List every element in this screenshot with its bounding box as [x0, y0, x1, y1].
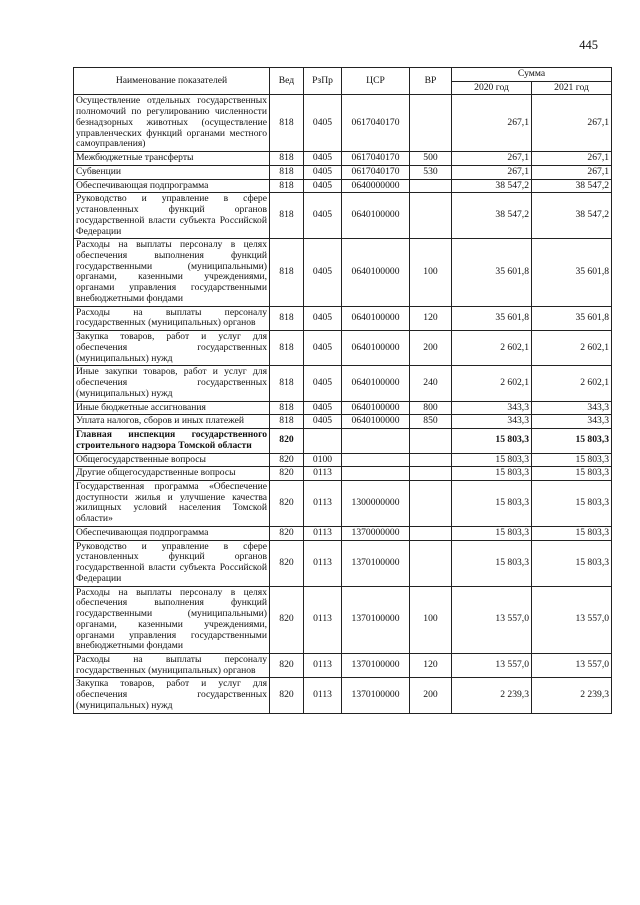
- table-body: [74, 95, 612, 713]
- cell-y2021: 267,1: [532, 165, 612, 179]
- cell-ved: 820: [270, 467, 304, 481]
- cell-y2020: 38 547,2: [452, 193, 532, 239]
- cell-y2020: 13 557,0: [452, 653, 532, 677]
- table-row: [74, 467, 612, 481]
- cell-rzpr: 0405: [304, 193, 342, 239]
- cell-y2020: 267,1: [452, 165, 532, 179]
- cell-csr: 1300000000: [342, 480, 410, 526]
- cell-vr: 200: [410, 678, 452, 713]
- cell-vr: 240: [410, 366, 452, 401]
- cell-name: Расходы на выплаты персоналу государственных (муниципальных) органов: [74, 653, 270, 677]
- cell-vr: 800: [410, 401, 452, 415]
- cell-ved: 818: [270, 401, 304, 415]
- cell-ved: 818: [270, 306, 304, 330]
- table-row: [74, 540, 612, 586]
- cell-y2020: 13 557,0: [452, 586, 532, 653]
- cell-y2021: 15 803,3: [532, 526, 612, 540]
- cell-csr: 0617040170: [342, 95, 410, 152]
- cell-ved: 818: [270, 95, 304, 152]
- cell-ved: 818: [270, 415, 304, 429]
- cell-csr: 0640100000: [342, 193, 410, 239]
- cell-y2021: 343,3: [532, 401, 612, 415]
- table-row: [74, 366, 612, 401]
- cell-vr: [410, 540, 452, 586]
- cell-ved: 820: [270, 678, 304, 713]
- cell-name: Руководство и управление в сфере установленных функций органов государственной власти субъекта Российской Федерации: [74, 193, 270, 239]
- header-2021: 2021 год: [532, 81, 612, 95]
- cell-csr: 0640100000: [342, 331, 410, 366]
- table-row: [74, 152, 612, 166]
- cell-ved: 820: [270, 540, 304, 586]
- header-vr: ВР: [410, 68, 452, 95]
- cell-csr: 0617040170: [342, 165, 410, 179]
- cell-vr: 530: [410, 165, 452, 179]
- cell-csr: 1370100000: [342, 540, 410, 586]
- cell-vr: [410, 526, 452, 540]
- cell-ved: 818: [270, 239, 304, 306]
- cell-vr: [410, 453, 452, 467]
- cell-rzpr: 0113: [304, 678, 342, 713]
- cell-vr: 100: [410, 239, 452, 306]
- cell-csr: 1370100000: [342, 678, 410, 713]
- cell-name: Иные бюджетные ассигнования: [74, 401, 270, 415]
- cell-y2021: 13 557,0: [532, 586, 612, 653]
- cell-name: Главная инспекция государственного строительного надзора Томской области: [74, 429, 270, 453]
- table-row: [74, 165, 612, 179]
- cell-rzpr: 0113: [304, 653, 342, 677]
- cell-ved: 818: [270, 331, 304, 366]
- cell-csr: 0640100000: [342, 401, 410, 415]
- cell-y2021: 2 602,1: [532, 331, 612, 366]
- cell-rzpr: 0405: [304, 366, 342, 401]
- table-header: [74, 68, 612, 95]
- table-row: [74, 331, 612, 366]
- cell-y2021: 35 601,8: [532, 306, 612, 330]
- cell-rzpr: 0113: [304, 480, 342, 526]
- cell-rzpr: 0405: [304, 165, 342, 179]
- cell-y2020: 35 601,8: [452, 239, 532, 306]
- table-row: [74, 239, 612, 306]
- cell-ved: 818: [270, 366, 304, 401]
- cell-y2020: 343,3: [452, 415, 532, 429]
- table-row: [74, 453, 612, 467]
- cell-y2020: 15 803,3: [452, 540, 532, 586]
- table-row: [74, 429, 612, 453]
- table-row: [74, 179, 612, 193]
- cell-y2021: 15 803,3: [532, 480, 612, 526]
- table-row: [74, 306, 612, 330]
- cell-vr: 120: [410, 653, 452, 677]
- cell-y2021: 38 547,2: [532, 179, 612, 193]
- cell-y2020: 267,1: [452, 152, 532, 166]
- cell-ved: 818: [270, 152, 304, 166]
- cell-csr: [342, 453, 410, 467]
- cell-rzpr: [304, 429, 342, 453]
- cell-y2021: 15 803,3: [532, 467, 612, 481]
- cell-y2020: 15 803,3: [452, 467, 532, 481]
- cell-y2020: 15 803,3: [452, 526, 532, 540]
- header-csr: ЦСР: [342, 68, 410, 95]
- header-name: Наименование показателей: [74, 68, 270, 95]
- cell-y2020: 343,3: [452, 401, 532, 415]
- cell-vr: 100: [410, 586, 452, 653]
- table-row: [74, 401, 612, 415]
- cell-name: Руководство и управление в сфере установленных функций органов государственной власти субъекта Российской Федерации: [74, 540, 270, 586]
- cell-rzpr: 0405: [304, 306, 342, 330]
- cell-rzpr: 0113: [304, 586, 342, 653]
- table-row: [74, 678, 612, 713]
- cell-vr: 200: [410, 331, 452, 366]
- cell-name: Закупка товаров, работ и услуг для обеспечения государственных (муниципальных) нужд: [74, 678, 270, 713]
- cell-rzpr: 0405: [304, 239, 342, 306]
- cell-name: Расходы на выплаты персоналу государственных (муниципальных) органов: [74, 306, 270, 330]
- cell-y2020: 38 547,2: [452, 179, 532, 193]
- cell-ved: 818: [270, 165, 304, 179]
- cell-rzpr: 0405: [304, 401, 342, 415]
- cell-name: Государственная программа «Обеспечение доступности жилья и улучшение качества жилищных условий населения Томской области»: [74, 480, 270, 526]
- cell-csr: [342, 429, 410, 453]
- cell-y2020: 35 601,8: [452, 306, 532, 330]
- cell-y2021: 15 803,3: [532, 540, 612, 586]
- cell-y2020: 15 803,3: [452, 453, 532, 467]
- table-row: [74, 193, 612, 239]
- cell-csr: 0640100000: [342, 306, 410, 330]
- cell-vr: [410, 193, 452, 239]
- cell-vr: 850: [410, 415, 452, 429]
- cell-y2021: 35 601,8: [532, 239, 612, 306]
- cell-name: Иные закупки товаров, работ и услуг для обеспечения государственных (муниципальных) нужд: [74, 366, 270, 401]
- header-2020: 2020 год: [452, 81, 532, 95]
- cell-y2021: 13 557,0: [532, 653, 612, 677]
- cell-y2020: 15 803,3: [452, 429, 532, 453]
- cell-y2021: 2 602,1: [532, 366, 612, 401]
- cell-csr: 1370100000: [342, 653, 410, 677]
- budget-table: [73, 67, 612, 714]
- cell-csr: 0640100000: [342, 366, 410, 401]
- cell-name: Осуществление отдельных государственных полномочий по регулированию численности безнадзорных животных (осуществление управленческих функций органами местного самоуправления): [74, 95, 270, 152]
- cell-csr: 0640000000: [342, 179, 410, 193]
- cell-name: Уплата налогов, сборов и иных платежей: [74, 415, 270, 429]
- cell-y2021: 267,1: [532, 95, 612, 152]
- cell-y2020: 2 239,3: [452, 678, 532, 713]
- table-row: [74, 480, 612, 526]
- header-rzpr: РзПр: [304, 68, 342, 95]
- table-row: [74, 526, 612, 540]
- cell-rzpr: 0405: [304, 95, 342, 152]
- cell-y2021: 267,1: [532, 152, 612, 166]
- cell-ved: 820: [270, 653, 304, 677]
- cell-csr: 0617040170: [342, 152, 410, 166]
- cell-name: Субвенции: [74, 165, 270, 179]
- cell-csr: 0640100000: [342, 239, 410, 306]
- cell-y2020: 2 602,1: [452, 331, 532, 366]
- cell-csr: [342, 467, 410, 481]
- cell-ved: 820: [270, 429, 304, 453]
- cell-name: Общегосударственные вопросы: [74, 453, 270, 467]
- cell-rzpr: 0405: [304, 152, 342, 166]
- cell-name: Обеспечивающая подпрограмма: [74, 179, 270, 193]
- table-row: [74, 95, 612, 152]
- cell-rzpr: 0113: [304, 526, 342, 540]
- cell-csr: 1370100000: [342, 586, 410, 653]
- cell-rzpr: 0113: [304, 540, 342, 586]
- table-row: [74, 586, 612, 653]
- cell-name: Межбюджетные трансферты: [74, 152, 270, 166]
- cell-vr: [410, 480, 452, 526]
- cell-rzpr: 0100: [304, 453, 342, 467]
- cell-ved: 820: [270, 480, 304, 526]
- cell-name: Закупка товаров, работ и услуг для обеспечения государственных (муниципальных) нужд: [74, 331, 270, 366]
- cell-vr: [410, 467, 452, 481]
- cell-rzpr: 0113: [304, 467, 342, 481]
- cell-ved: 820: [270, 526, 304, 540]
- header-ved: Вед: [270, 68, 304, 95]
- page-number: 445: [579, 38, 598, 52]
- cell-rzpr: 0405: [304, 179, 342, 193]
- cell-name: Другие общегосударственные вопросы: [74, 467, 270, 481]
- cell-name: Обеспечивающая подпрограмма: [74, 526, 270, 540]
- cell-y2021: 15 803,3: [532, 453, 612, 467]
- cell-name: Расходы на выплаты персоналу в целях обеспечения выполнения функций государственными (муниципальными) органами, казенными учреждениями, органами управления государственными внебюджетными фондами: [74, 586, 270, 653]
- cell-rzpr: 0405: [304, 331, 342, 366]
- cell-y2021: 15 803,3: [532, 429, 612, 453]
- cell-csr: 0640100000: [342, 415, 410, 429]
- cell-ved: 818: [270, 179, 304, 193]
- cell-ved: 818: [270, 193, 304, 239]
- cell-name: Расходы на выплаты персоналу в целях обеспечения выполнения функций государственными (муниципальными) органами, казенными учреждениями, органами управления государственными внебюджетными фондами: [74, 239, 270, 306]
- table-row: [74, 415, 612, 429]
- cell-y2021: 2 239,3: [532, 678, 612, 713]
- header-sum: Сумма: [452, 68, 612, 82]
- cell-y2020: 2 602,1: [452, 366, 532, 401]
- cell-y2021: 343,3: [532, 415, 612, 429]
- cell-rzpr: 0405: [304, 415, 342, 429]
- cell-vr: [410, 179, 452, 193]
- cell-vr: [410, 429, 452, 453]
- cell-y2020: 15 803,3: [452, 480, 532, 526]
- cell-vr: 500: [410, 152, 452, 166]
- cell-y2021: 38 547,2: [532, 193, 612, 239]
- cell-vr: 120: [410, 306, 452, 330]
- cell-ved: 820: [270, 586, 304, 653]
- cell-csr: 1370000000: [342, 526, 410, 540]
- cell-ved: 820: [270, 453, 304, 467]
- table-row: [74, 653, 612, 677]
- cell-vr: [410, 95, 452, 152]
- cell-y2020: 267,1: [452, 95, 532, 152]
